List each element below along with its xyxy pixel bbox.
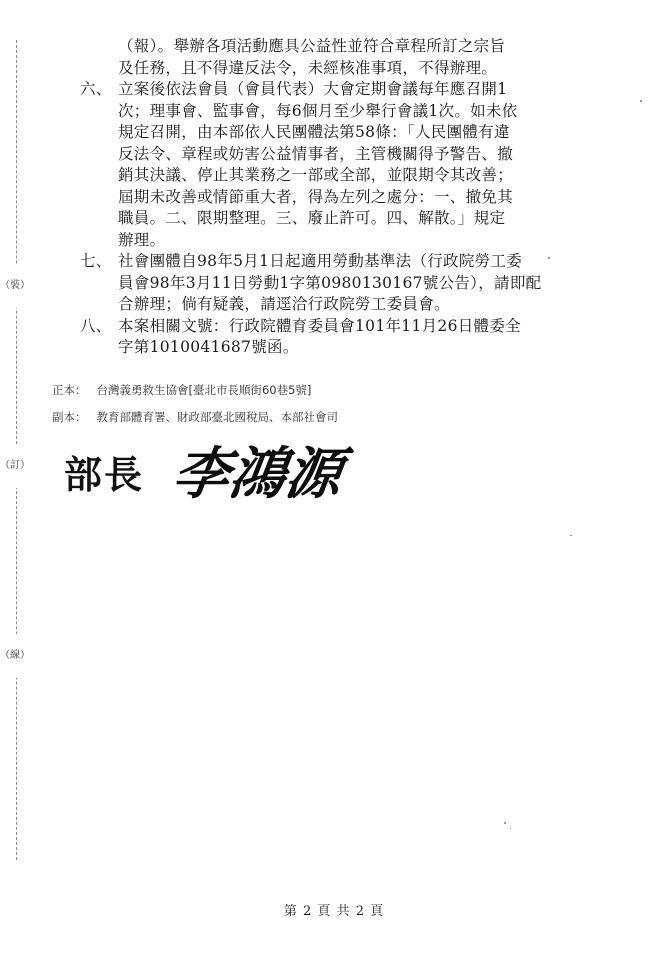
- paragraph-line: [80, 101, 610, 123]
- scan-speck: [510, 828, 511, 829]
- paragraph-number: [80, 36, 118, 58]
- paragraph-line: [80, 165, 610, 187]
- paragraph-text: 屆期未改善或情節重大者，得為左列之處分：一、撤免其: [118, 187, 514, 206]
- main-recipient-value: 台灣義勇救生協會[臺北市長順街60巷5號]: [96, 383, 312, 397]
- paragraph-line: [80, 187, 610, 209]
- paragraph-line: [80, 144, 610, 166]
- scan-speck: [548, 257, 550, 259]
- copy-recipients-value: 教育部體育署、財政部臺北國稅局、本部社會司: [96, 410, 338, 424]
- paragraph-line: [80, 273, 610, 295]
- paragraph-number: 六、: [80, 80, 112, 98]
- paragraph-text: 規定召開，由本部依人民團體法第58條：「人民團體有違: [118, 123, 510, 141]
- signature-title: 部長: [64, 452, 145, 497]
- paragraph-text: （報）。舉辦各項活動應具公益性並符合章程所訂之宗旨: [118, 37, 506, 55]
- paragraph-line: [80, 294, 610, 316]
- paragraph-line: [80, 251, 610, 273]
- copy-recipients-label: 副本：: [52, 410, 87, 424]
- paragraph-text: 次；理事會、監事會，每6個月至少舉行會議1次。如未依: [118, 101, 518, 120]
- paragraph-text: 員會98年3月11日勞動1字第0980130167號公告），請即配: [118, 273, 542, 292]
- paragraph-line: [80, 122, 610, 144]
- page-number: 第 2 頁 共 2 頁: [283, 904, 385, 919]
- paragraph-line: [80, 79, 610, 101]
- paragraph-line: [80, 36, 610, 58]
- binding-mark-ding-text: （訂）: [0, 460, 30, 471]
- document-body: [80, 36, 610, 359]
- paragraph-text: 及任務，且不得違反法令，未經核准事項，不得辦理。: [118, 58, 498, 77]
- paragraph-text: 銷其決議、停止其業務之一部或全部，並限期令其改善；: [118, 166, 514, 184]
- scan-speck: [504, 822, 506, 824]
- paragraph-text: 反法令、章程或妨害公益情事者，主管機關得予警告、撤: [118, 144, 514, 163]
- paragraph-text: 本案相關文號：行政院體育委員會101年11月26日體委全: [118, 316, 521, 335]
- main-recipient-label: 正本：: [52, 383, 87, 397]
- signature-name: 李鴻源: [168, 441, 347, 507]
- binding-mark-xian-text: （線）: [0, 650, 30, 661]
- binding-mark-zhuang: [2, 264, 28, 308]
- paragraph-line: [80, 208, 610, 230]
- binding-mark-ding: [2, 444, 28, 488]
- paragraph-text: 合辦理；倘有疑義，請逕洽行政院勞工委員會。: [118, 295, 450, 313]
- paragraph-text: 職員。二、限期整理。三、廢止許可。四、解散。」規定: [118, 209, 506, 227]
- paragraph-text: 立案後依法會員（會員代表）大會定期會議每年應召開1: [118, 80, 508, 98]
- paragraph-line: [80, 316, 610, 338]
- paragraph-text: 字第1010041687號函。: [118, 338, 299, 356]
- paragraph-line: [80, 337, 610, 359]
- paragraph-line: [80, 58, 610, 80]
- paragraph-text: 辦理。: [118, 230, 166, 249]
- paragraph-number: 七、: [80, 252, 112, 270]
- paragraph-number: 八、: [80, 316, 112, 335]
- scan-speck: [570, 535, 572, 536]
- minister-signature: [56, 418, 416, 518]
- binding-mark-xian: [2, 634, 28, 678]
- binding-mark-zhuang-text: （裝）: [0, 280, 30, 291]
- main-recipient: [52, 382, 311, 398]
- paragraph-line: [80, 230, 610, 252]
- paragraph-text: 社會團體自98年5月1日起適用勞動基準法（行政院勞工委: [118, 252, 523, 270]
- scan-speck: [640, 100, 642, 102]
